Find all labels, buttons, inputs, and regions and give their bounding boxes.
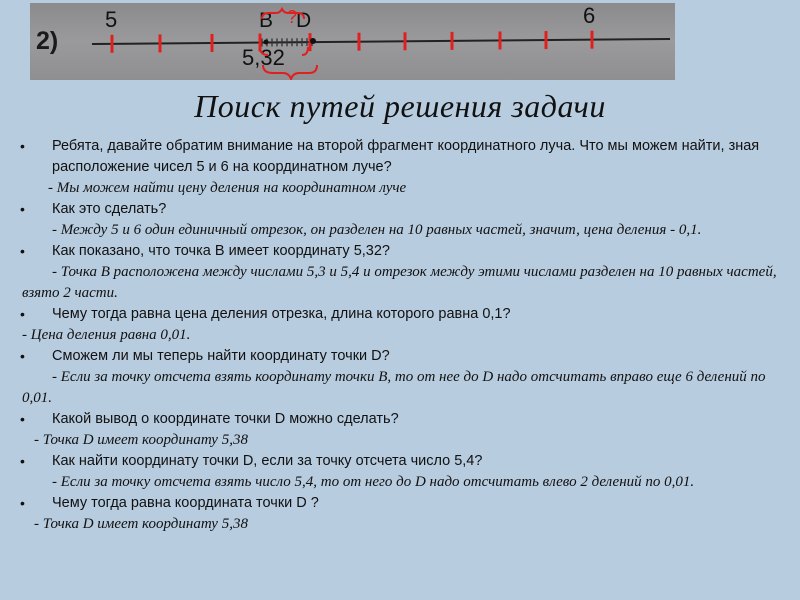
label-5: 5 bbox=[105, 7, 118, 32]
bullet-icon: • bbox=[20, 243, 25, 259]
question-item bbox=[22, 199, 782, 220]
task-number: 2) bbox=[36, 27, 59, 55]
question-text: Как показано, что точка В имеет координату 5,32? bbox=[52, 243, 390, 259]
bullet-icon: • bbox=[20, 201, 25, 217]
question-item bbox=[22, 451, 782, 472]
bullet-icon: • bbox=[20, 306, 25, 322]
answer-text: - Точка D имеет координату 5,38 bbox=[34, 516, 248, 532]
number-line-figure bbox=[30, 3, 675, 80]
bullet-icon: • bbox=[20, 348, 25, 364]
slide-title: Поиск путей решения задачи bbox=[194, 88, 606, 124]
question-item bbox=[22, 241, 782, 262]
answer-text: - Точка В расположена между числами 5,3 и 5,4 и отрезок между этими числами разделен на 10 равных частей, взято 2 части. bbox=[22, 264, 777, 301]
label-D: D bbox=[296, 9, 312, 32]
label-B: B bbox=[259, 9, 274, 32]
right-bracket bbox=[302, 47, 308, 55]
number-line-photo bbox=[30, 3, 675, 80]
bullet-icon: • bbox=[20, 495, 25, 511]
question-text: Сможем ли мы теперь найти координату точки D? bbox=[52, 348, 390, 364]
answer-text: - Точка D имеет координату 5,38 bbox=[34, 432, 248, 448]
answer-text: - Если за точку отсчета взять координату точки В, то от нее до D надо отсчитать вправо еще 6 делений по 0,01. bbox=[22, 369, 766, 406]
question-text: Чему тогда равна цена деления отрезка, длина которого равна 0,1? bbox=[52, 306, 511, 322]
bullet-icon: • bbox=[20, 453, 25, 469]
label-5-32: 5,32 bbox=[242, 45, 285, 70]
question-item bbox=[22, 409, 782, 430]
question-item bbox=[22, 493, 782, 514]
answer-text: - Между 5 и 6 один единичный отрезок, он разделен на 10 равных частей, значит, цена деления - 0,1. bbox=[52, 222, 702, 238]
point-D bbox=[310, 38, 316, 44]
bullet-icon: • bbox=[20, 138, 25, 154]
question-text: Ребята, давайте обратим внимание на второй фрагмент координатного луча. Что мы можем найти, зная расположение чисел 5 и 6 на координатном луче? bbox=[52, 138, 760, 175]
answer-text: - Цена деления равна 0,01. bbox=[22, 327, 191, 343]
question-text: Какой вывод о координате точки D можно сделать? bbox=[52, 411, 399, 427]
question-text: Как найти координату точки D, если за точку отсчета число 5,4? bbox=[52, 453, 483, 469]
coordinate-ray bbox=[92, 39, 670, 44]
question-text: Чему тогда равна координата точки D ? bbox=[52, 495, 319, 511]
bullet-icon: • bbox=[20, 411, 25, 427]
qa-list bbox=[22, 136, 782, 535]
answer-text: - Мы можем найти цену деления на координатном луче bbox=[48, 180, 407, 196]
answer-text: - Если за точку отсчета взять число 5,4, то от него до D надо отсчитать влево 2 делений по 0,01. bbox=[52, 474, 695, 490]
point-B bbox=[264, 40, 269, 45]
label-question: ? bbox=[287, 7, 298, 27]
label-6: 6 bbox=[583, 3, 596, 28]
question-item bbox=[22, 304, 782, 325]
question-item bbox=[22, 136, 782, 178]
question-item bbox=[22, 346, 782, 367]
question-text: Как это сделать? bbox=[52, 201, 167, 217]
